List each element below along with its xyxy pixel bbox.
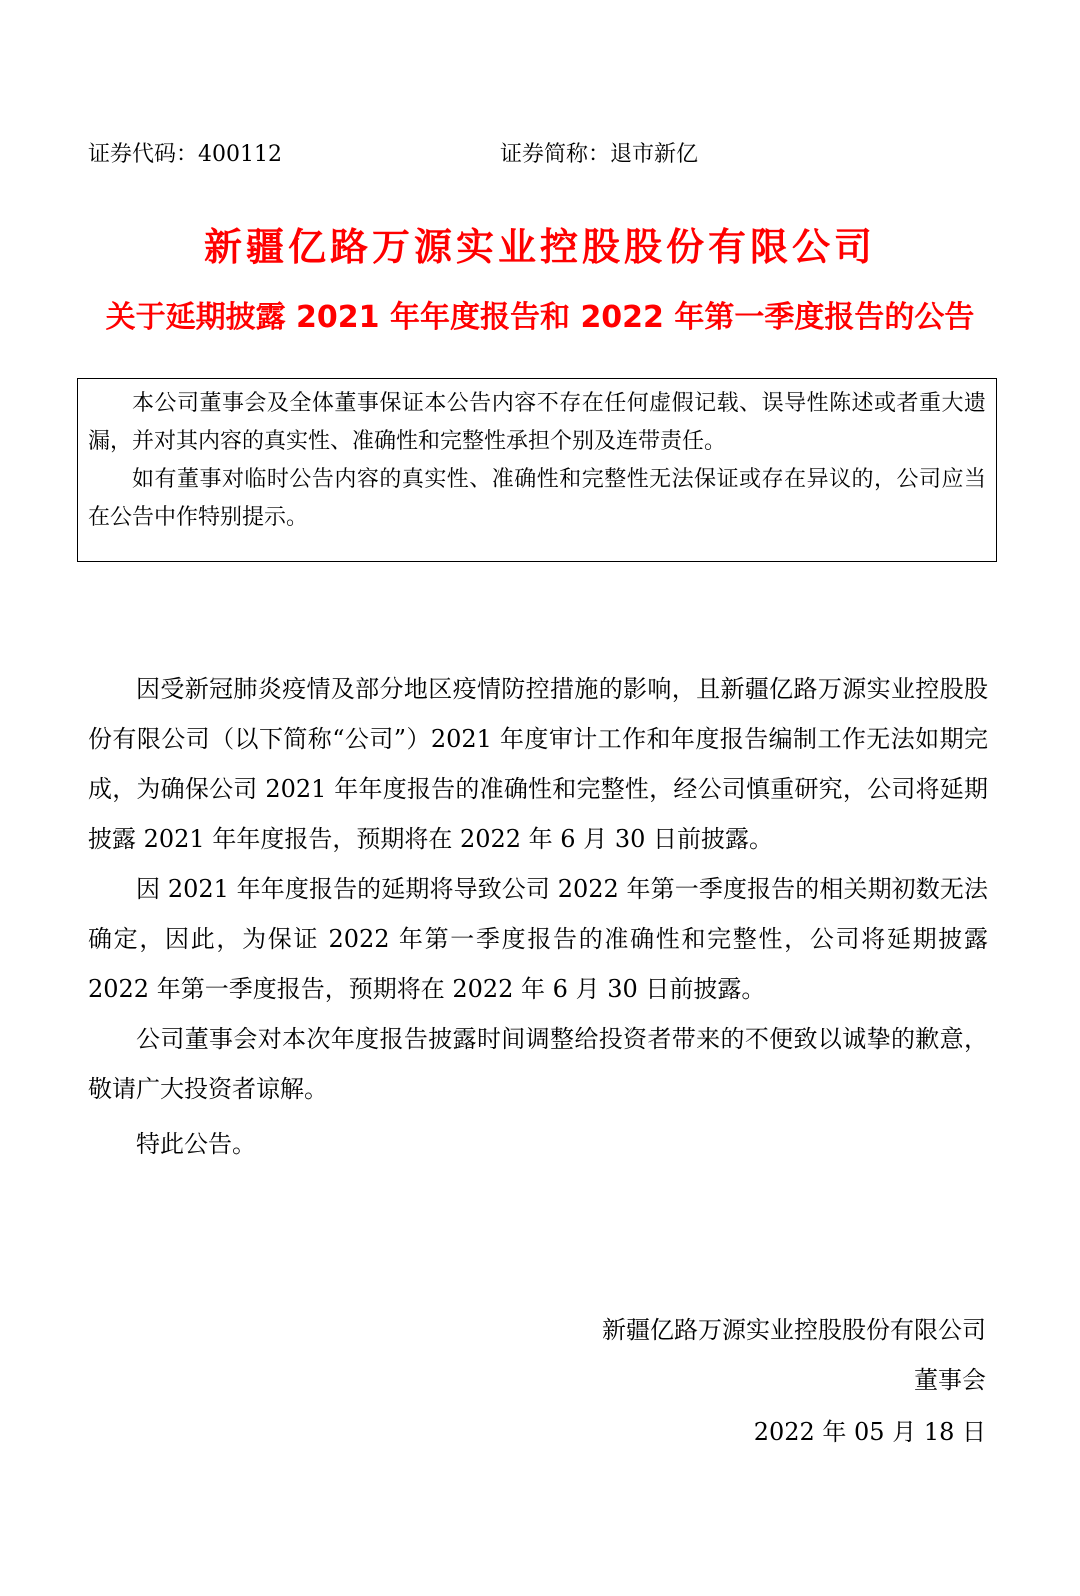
- signature-board: 董事会: [914, 1366, 986, 1394]
- company-title: 新疆亿路万源实业控股股份有限公司: [203, 225, 876, 269]
- stock-code: 证券代码：400112: [88, 142, 282, 167]
- body-paragraph: 公司董事会对本次年度报告披露时间调整给投资者带来的不便致以诚挚的歉意，敬请广大投资者谅解。: [88, 1025, 988, 1103]
- stock-abbreviation: 证券简称：退市新亿: [500, 142, 699, 167]
- disclaimer-paragraph: 本公司董事会及全体董事保证本公告内容不存在任何虚假记载、误导性陈述或者重大遗漏，并对其内容的真实性、准确性和完整性承担个别及连带责任。: [88, 391, 986, 454]
- signature-company: 新疆亿路万源实业控股股份有限公司: [602, 1316, 986, 1344]
- closing-remark: 特此公告。: [136, 1130, 256, 1158]
- body-paragraph: 因 2021 年年度报告的延期将导致公司 2022 年第一季度报告的相关期初数无法确定，因此，为保证 2022 年第一季度报告的准确性和完整性，公司将延期披露 2022 年第一季度报告，预期将在 2022 年 6 月 30 日前披露。: [88, 875, 988, 1003]
- disclaimer-paragraph: 如有董事对临时公告内容的真实性、准确性和完整性无法保证或存在异议的，公司应当在公告中作特别提示。: [88, 467, 986, 530]
- body-paragraph: 因受新冠肺炎疫情及部分地区疫情防控措施的影响，且新疆亿路万源实业控股股份有限公司（以下简称“公司”）2021 年度审计工作和年度报告编制工作无法如期完成，为确保公司 2021 年年度报告的准确性和完整性，经公司慎重研究，公司将延期披露 2021 年年度报告，预期将在 2022 年 6 月 30 日前披露。: [88, 675, 988, 853]
- disclaimer-box: [77, 378, 997, 562]
- signature-date: 2022 年 05 月 18 日: [753, 1418, 986, 1446]
- announcement-title: 关于延期披露 2021 年年度报告和 2022 年第一季度报告的公告: [105, 300, 975, 335]
- announcement-body: [88, 664, 988, 1114]
